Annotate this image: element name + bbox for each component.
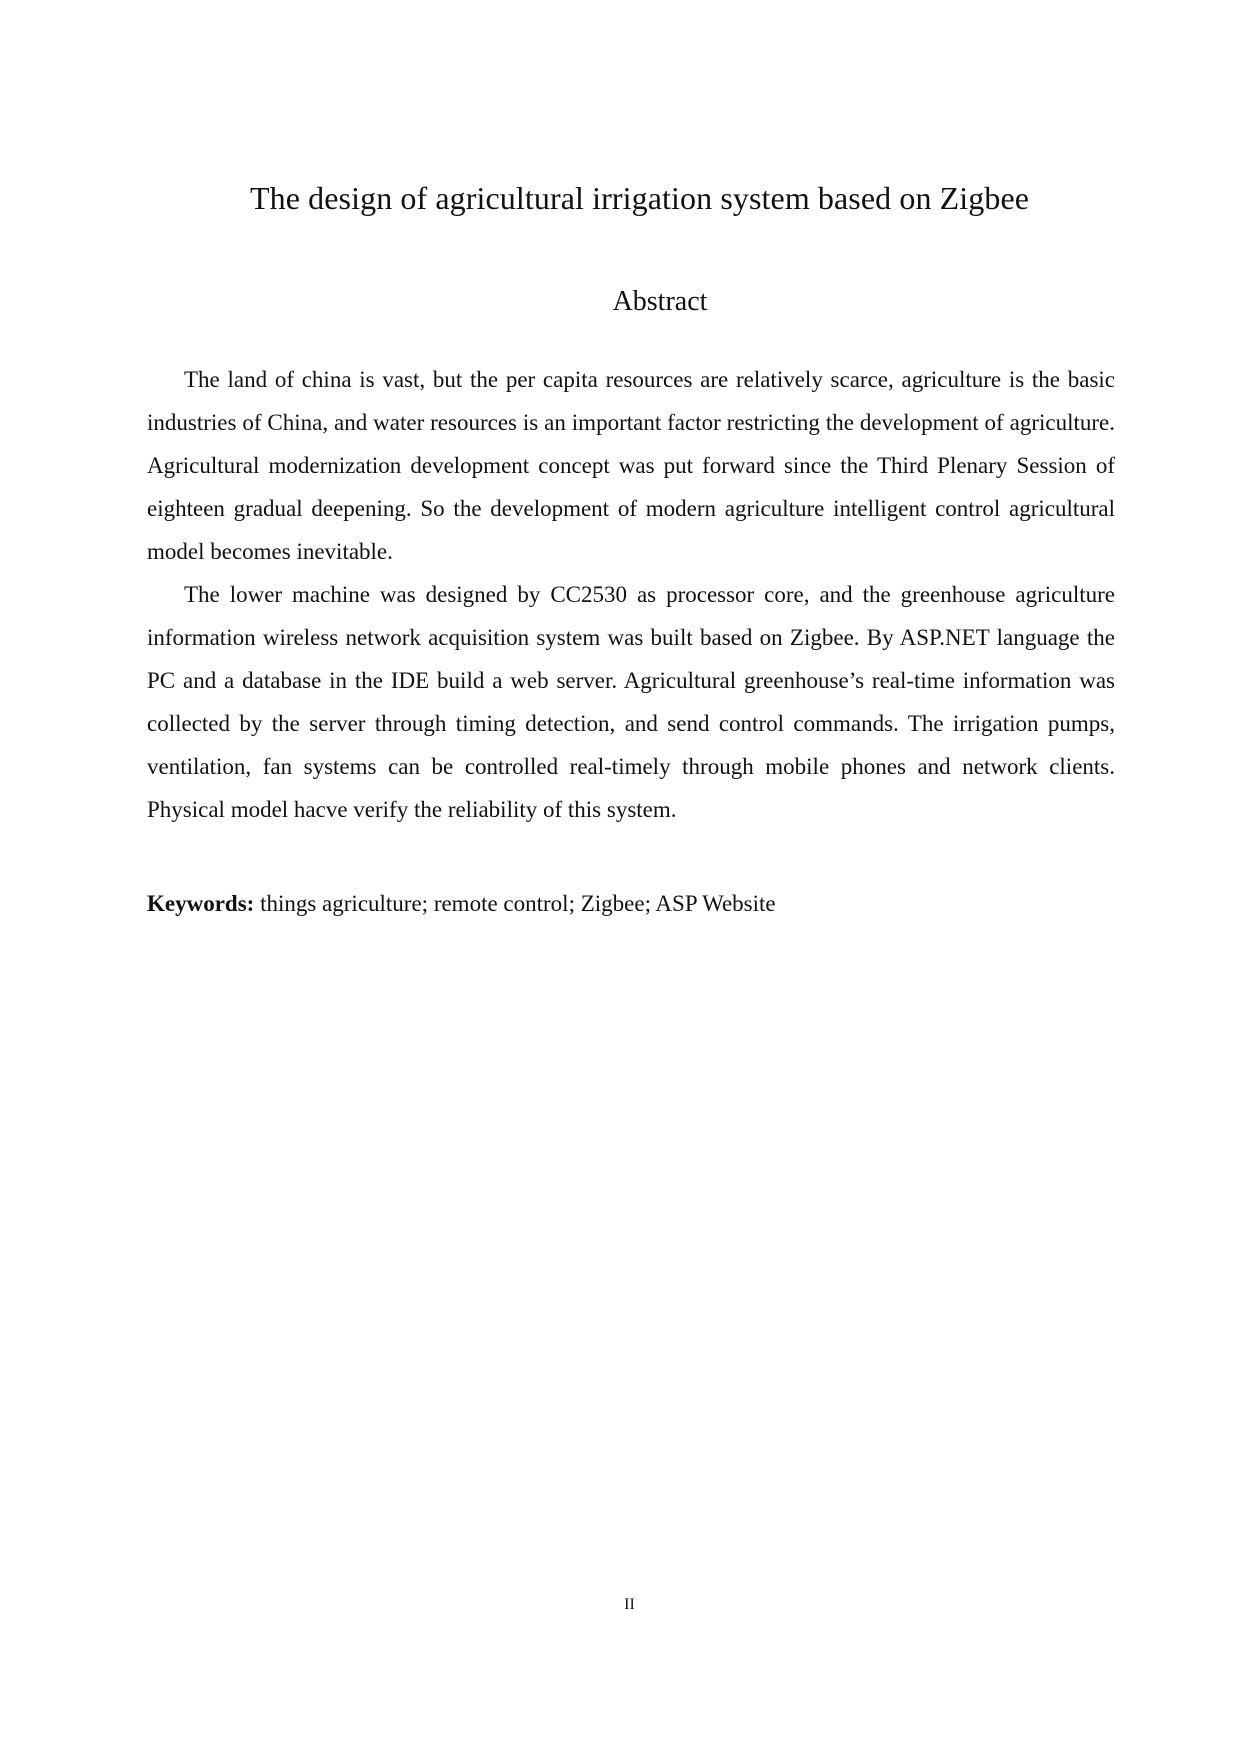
abstract-paragraph-2: The lower machine was designed by CC2530 as processor core, and the greenhouse agriculture information wireless network acquisition system was built based on Zigbee. By ASP.NET language the PC and a database in the IDE build a web server. Agricultural greenhouse’s real-time information was collected by the server through timing detection, and send control commands. The irrigation pumps, ventilation, fan systems can be controlled real-timely through mobile phones and network clients. Physical model hacve verify the reliability of this system. — [147, 582, 1115, 822]
document-title: The design of agricultural irrigation system based on Zigbee — [250, 180, 1030, 216]
page-number: II — [624, 1596, 635, 1613]
abstract-body — [147, 358, 1115, 831]
abstract-paragraph-1: The land of china is vast, but the per capita resources are relatively scarce, agriculture is the basic industries of China, and water resources is an important factor restricting the development of agriculture. Agricultural modernization development concept was put forward since the Third Plenary Session of eighteen gradual deepening. So the development of modern agriculture intelligent control agricultural model becomes inevitable. — [147, 367, 1115, 564]
keywords-line — [147, 884, 1115, 924]
keywords-text: things agriculture; remote control; Zigbee; ASP Website — [254, 891, 776, 916]
keywords-label: Keywords: — [147, 891, 255, 916]
abstract-heading: Abstract — [612, 286, 708, 317]
